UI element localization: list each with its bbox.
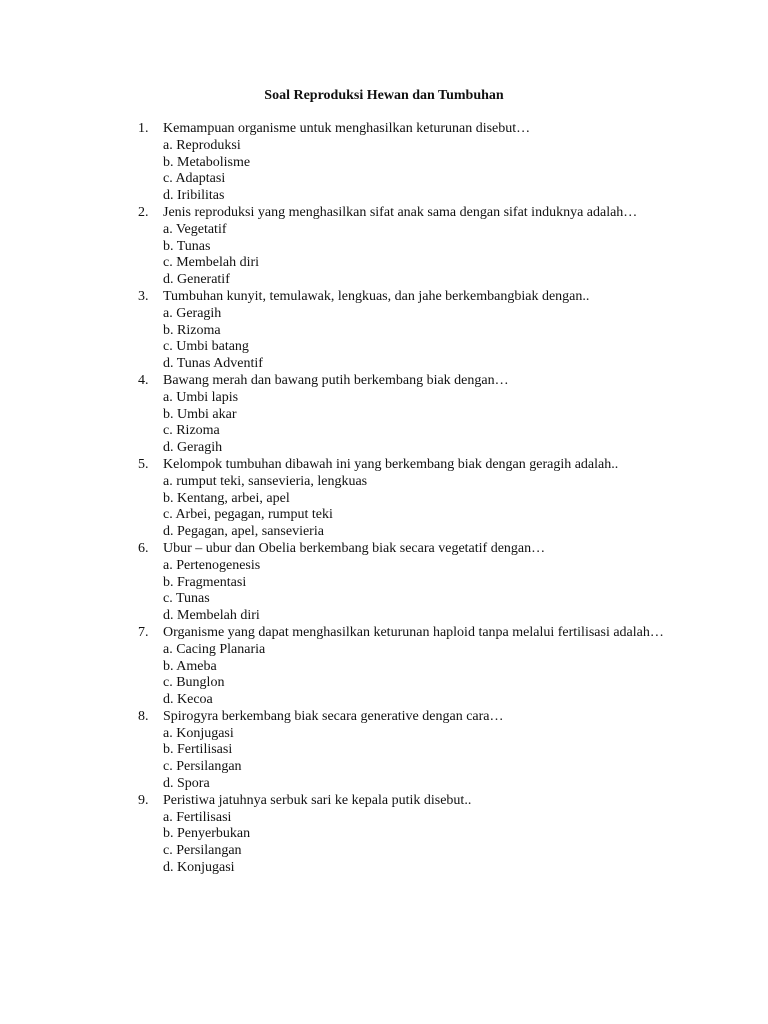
question-number: 3. <box>138 288 149 304</box>
question-text: Ubur – ubur dan Obelia berkembang biak secara vegetatif dengan… <box>163 540 546 556</box>
answer-option: a. Geragih <box>163 305 222 321</box>
answer-option: c. Umbi batang <box>163 339 249 355</box>
answer-option: c. Arbei, pegagan, rumput teki <box>163 507 333 523</box>
question-number: 5. <box>138 456 149 472</box>
answer-option: b. Metabolisme <box>163 154 251 170</box>
answer-options <box>163 222 698 289</box>
answer-options <box>163 726 698 793</box>
answer-option: b. Umbi akar <box>163 406 237 422</box>
question-item <box>138 541 698 625</box>
answer-option: b. Fragmentasi <box>163 574 247 590</box>
question-item <box>138 205 698 289</box>
question-item <box>138 793 698 877</box>
answer-option: d. Iribilitas <box>163 188 225 204</box>
question-text: Bawang merah dan bawang putih berkembang biak dengan… <box>163 372 509 388</box>
question-number: 4. <box>138 372 149 388</box>
question-text: Spirogyra berkembang biak secara generative dengan cara… <box>163 708 504 724</box>
question-text: Kelompok tumbuhan dibawah ini yang berkembang biak dengan geragih adalah.. <box>163 456 619 472</box>
question-text: Organisme yang dapat menghasilkan keturunan haploid tanpa melalui fertilisasi adalah… <box>163 624 664 640</box>
answer-option: a. Fertilisasi <box>163 809 232 825</box>
answer-option: c. Rizoma <box>163 423 220 439</box>
answer-option: b. Penyerbukan <box>163 826 251 842</box>
question-number: 7. <box>138 624 149 640</box>
answer-option: a. Konjugasi <box>163 725 234 741</box>
question-number: 8. <box>138 708 149 724</box>
answer-options <box>163 558 698 625</box>
question-item <box>138 625 698 709</box>
question-item <box>138 289 698 373</box>
answer-option: c. Tunas <box>163 591 210 607</box>
question-text: Peristiwa jatuhnya serbuk sari ke kepala putik disebut.. <box>163 792 472 808</box>
answer-options <box>163 306 698 373</box>
answer-option: d. Tunas Adventif <box>163 356 263 372</box>
answer-option: c. Adaptasi <box>163 171 226 187</box>
answer-option: d. Generatif <box>163 272 230 288</box>
question-item <box>138 457 698 541</box>
answer-option: d. Kecoa <box>163 692 213 708</box>
question-number: 2. <box>138 204 149 220</box>
question-text: Tumbuhan kunyit, temulawak, lengkuas, dan jahe berkembangbiak dengan.. <box>163 288 590 304</box>
answer-options <box>163 810 698 877</box>
answer-option: c. Persilangan <box>163 843 242 859</box>
question-text: Kemampuan organisme untuk menghasilkan keturunan disebut… <box>163 121 531 136</box>
answer-option: a. Reproduksi <box>163 137 241 153</box>
answer-option: b. Kentang, arbei, apel <box>163 490 290 506</box>
answer-option: d. Pegagan, apel, sansevieria <box>163 524 324 540</box>
question-number: 1. <box>138 121 149 136</box>
answer-option: b. Ameba <box>163 658 217 674</box>
answer-option: b. Rizoma <box>163 322 221 338</box>
answer-option: c. Membelah diri <box>163 255 260 271</box>
answer-option: a. Pertenogenesis <box>163 557 261 573</box>
answer-options <box>163 474 698 541</box>
question-number: 9. <box>138 792 149 808</box>
answer-options <box>163 390 698 457</box>
answer-option: b. Fertilisasi <box>163 742 233 758</box>
answer-option: d. Geragih <box>163 440 223 456</box>
question-list <box>138 121 698 877</box>
answer-option: a. Umbi lapis <box>163 389 239 405</box>
answer-option: b. Tunas <box>163 238 211 254</box>
answer-option: a. rumput teki, sansevieria, lengkuas <box>163 473 368 489</box>
answer-options <box>163 642 698 709</box>
answer-options <box>163 138 698 205</box>
answer-option: d. Membelah diri <box>163 608 260 624</box>
question-item <box>138 373 698 457</box>
answer-option: a. Cacing Planaria <box>163 641 266 657</box>
answer-option: c. Bunglon <box>163 675 225 691</box>
question-item <box>138 121 698 205</box>
page-title: Soal Reproduksi Hewan dan Tumbuhan <box>264 88 504 103</box>
question-item <box>138 709 698 793</box>
answer-option: a. Vegetatif <box>163 221 227 237</box>
answer-option: d. Konjugasi <box>163 860 235 876</box>
question-number: 6. <box>138 540 149 556</box>
question-text: Jenis reproduksi yang menghasilkan sifat anak sama dengan sifat induknya adalah… <box>163 204 638 220</box>
answer-option: d. Spora <box>163 776 210 792</box>
answer-option: c. Persilangan <box>163 759 242 775</box>
